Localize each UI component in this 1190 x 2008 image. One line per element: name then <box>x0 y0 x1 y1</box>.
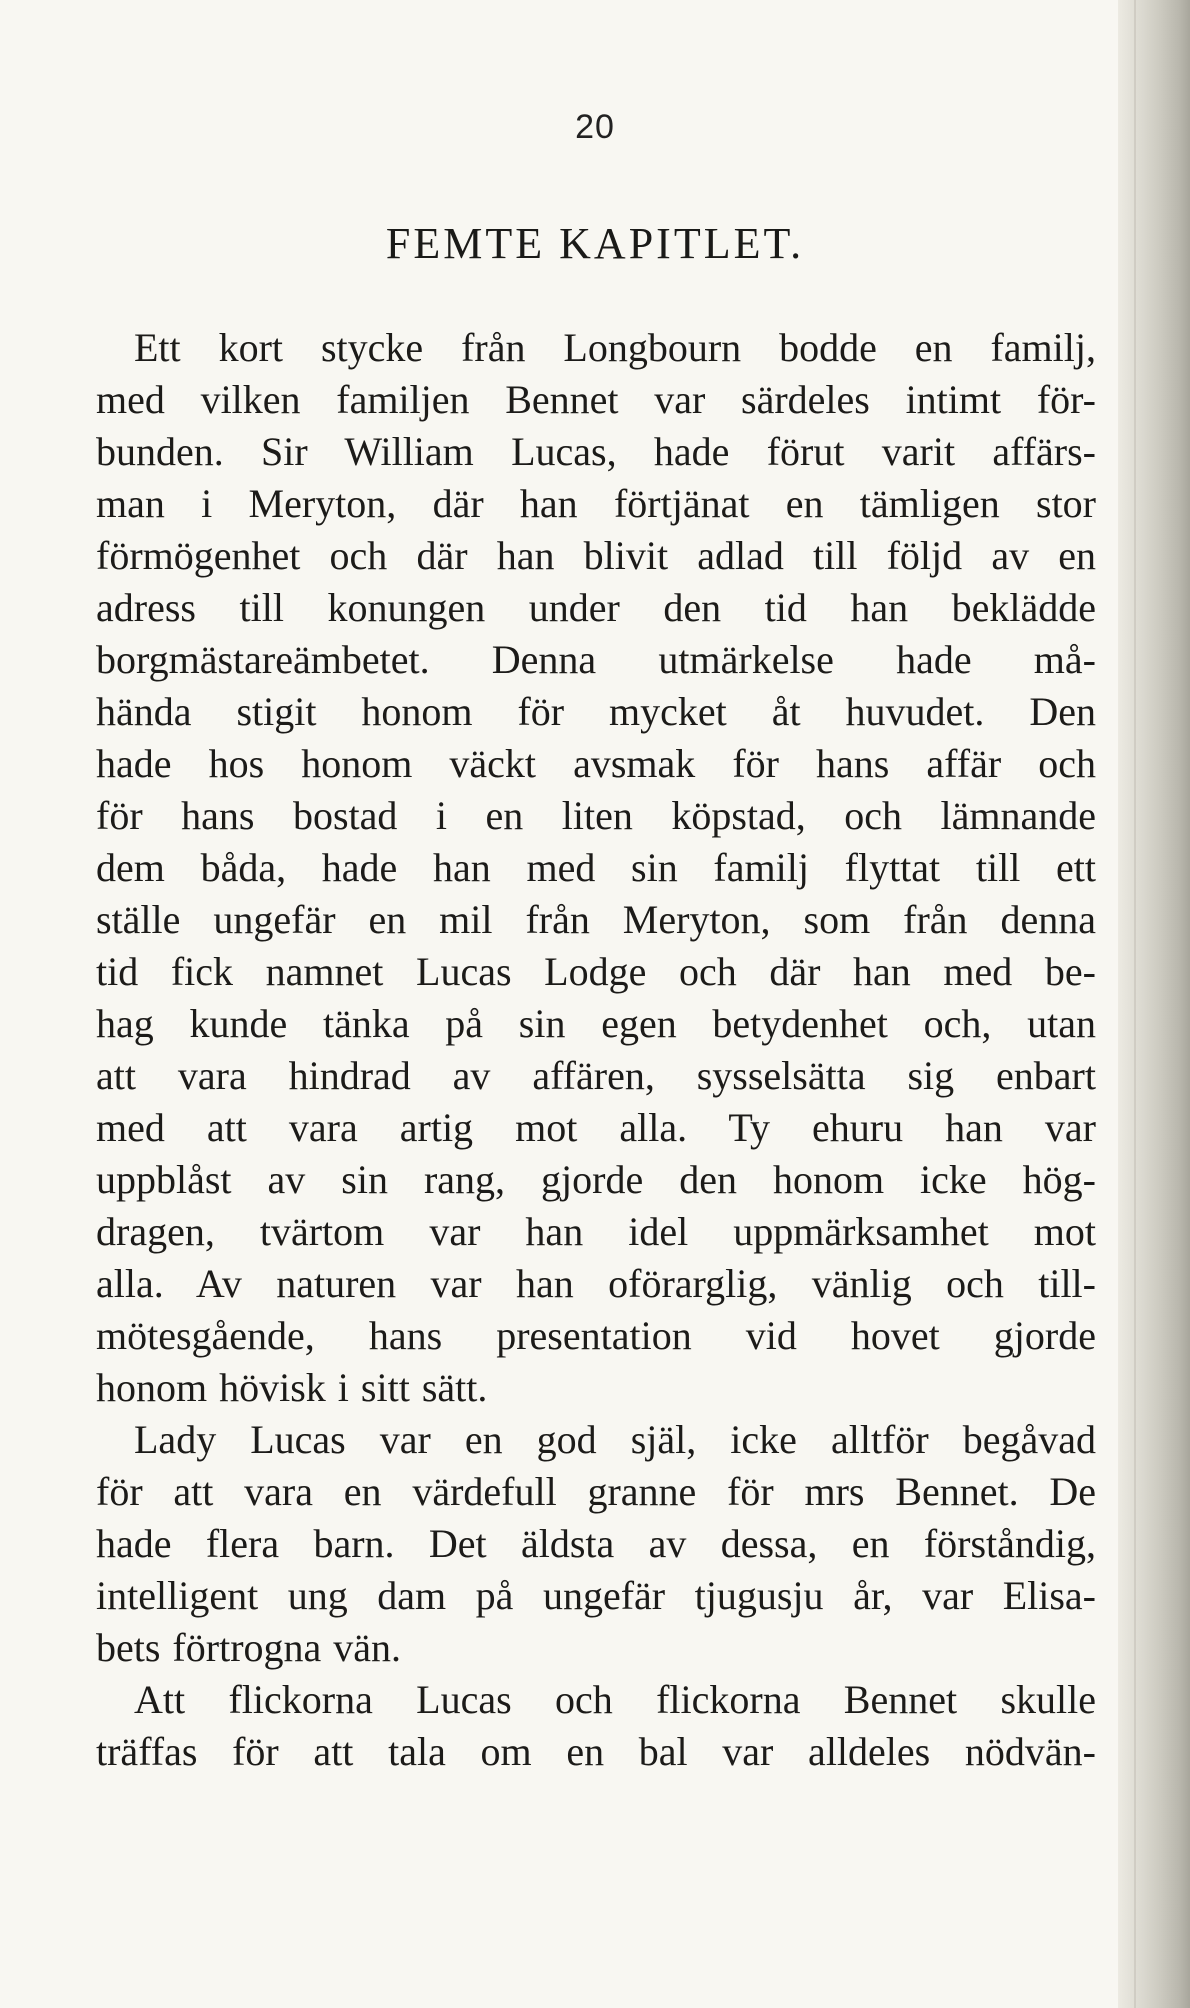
text-line: honom hövisk i sitt sätt. <box>96 1365 488 1410</box>
text-line: förmögenhet och där han blivit adlad till följd av en <box>96 533 1096 578</box>
text-line: adress till konungen under den tid han beklädde <box>96 585 1096 630</box>
chapter-title: FEMTE KAPITLET. <box>385 219 805 268</box>
text-line: mötesgående, hans presentation vid hovet gjorde <box>96 1313 1096 1358</box>
text-line: intelligent ung dam på ungefär tjugusju år, var Elisa- <box>96 1573 1096 1618</box>
body-text <box>96 322 1096 1778</box>
text-line: borgmästareämbetet. Denna utmärkelse hade må- <box>96 637 1096 682</box>
text-line: med vilken familjen Bennet var särdeles intimt för- <box>96 377 1096 422</box>
text-line: dem båda, hade han med sin familj flyttat till ett <box>96 845 1096 890</box>
text-line: dragen, tvärtom var han idel uppmärksamhet mot <box>96 1209 1096 1254</box>
text-line: med att vara artig mot alla. Ty ehuru han var <box>96 1105 1096 1150</box>
page-number: 20 <box>575 108 615 146</box>
page-edge-line <box>1134 0 1136 2008</box>
text-line: alla. Av naturen var han oförarglig, vänlig och till- <box>96 1261 1096 1306</box>
text-line: ställe ungefär en mil från Meryton, som från denna <box>96 897 1096 942</box>
text-line: bunden. Sir William Lucas, hade förut varit affärs- <box>96 429 1096 474</box>
text-line: hade flera barn. Det äldsta av dessa, en förståndig, <box>96 1521 1096 1566</box>
text-line: hag kunde tänka på sin egen betydenhet och, utan <box>96 1001 1096 1046</box>
page-gutter-shadow <box>1118 0 1190 2008</box>
text-line: bets förtrogna vän. <box>96 1625 402 1670</box>
text-line: hända stigit honom för mycket åt huvudet. Den <box>96 689 1096 734</box>
text-line: Ett kort stycke från Longbourn bodde en familj, <box>134 325 1096 370</box>
text-line: man i Meryton, där han förtjänat en tämligen stor <box>96 481 1096 526</box>
text-line: att vara hindrad av affären, sysselsätta sig enbart <box>96 1053 1096 1098</box>
text-line: för hans bostad i en liten köpstad, och lämnande <box>96 793 1096 838</box>
text-line: Att flickorna Lucas och flickorna Bennet skulle <box>134 1677 1096 1722</box>
text-line: tid fick namnet Lucas Lodge och där han med be- <box>96 949 1096 994</box>
text-line: Lady Lucas var en god själ, icke alltför begåvad <box>134 1417 1096 1462</box>
text-line: för att vara en värdefull granne för mrs Bennet. De <box>96 1469 1096 1514</box>
text-line: hade hos honom väckt avsmak för hans affär och <box>96 741 1096 786</box>
text-line: träffas för att tala om en bal var alldeles nödvän- <box>96 1729 1096 1774</box>
text-line: uppblåst av sin rang, gjorde den honom icke hög- <box>96 1157 1096 1202</box>
